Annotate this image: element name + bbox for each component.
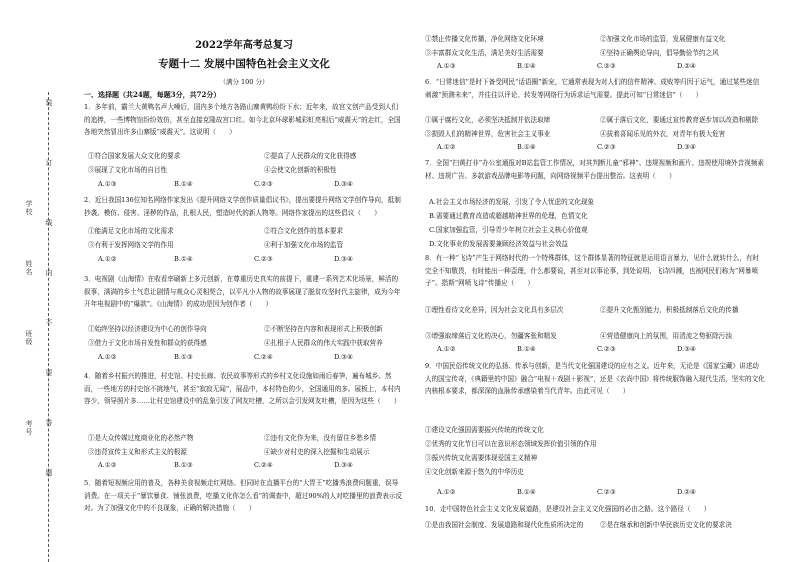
question-option[interactable]: ③损毁人们的精神世界，危害社会主义事业 xyxy=(425,130,551,138)
answer-choice[interactable]: A.①② xyxy=(437,345,456,353)
question-stem: 4．随着乡村振兴的推进，村史馆、村史长廊、农民故事等形式的乡村文化设施如雨后春笋，遍布城乡。然而，一些地方的村史馆不挑地气，甚至“寂寂无闻”，展品中，本村特色的少，全国通用的多。展板上，本村内容少，领导照片多……让村史馆建设中的乱象引发了网友吐槽，之所以会引发网友吐槽，是因为这些（ ） xyxy=(84,372,401,405)
question-option[interactable]: ②优秀的文化节目可以在意识形态领域发挥价值引领的作用 xyxy=(425,440,597,448)
answer-choice[interactable]: A.①② xyxy=(437,143,456,151)
question-option[interactable]: ①属于腐朽文化，必须坚决抵制并依法取缔 xyxy=(425,116,551,124)
answer-choice[interactable]: B.①④ xyxy=(517,143,536,151)
margin-char: 题 xyxy=(45,469,53,477)
question-option[interactable]: A.社会主义市场经济的发展，引发了令人忧虑的文化现象 xyxy=(429,198,595,206)
field-school: 学校 xyxy=(25,200,33,216)
answer-choice[interactable]: D.③④ xyxy=(677,143,696,151)
answer-choice[interactable]: A.①② xyxy=(98,353,117,361)
margin-char: 要 xyxy=(45,369,53,377)
question-option[interactable]: ③违背宣传主义和形式主义的根源 xyxy=(88,448,187,456)
answer-choice[interactable]: B.①④ xyxy=(517,62,536,70)
answer-choice[interactable]: C.②③ xyxy=(597,488,616,496)
margin-char: 答 xyxy=(45,419,53,427)
question-option[interactable]: ②不断坚持在内容和表现形式上积极创新 xyxy=(264,325,383,333)
margin-char: 装 xyxy=(45,99,53,107)
question-option[interactable]: ④坚持正确舆论导向，倡导勤俭节约之风 xyxy=(600,49,719,57)
question-option[interactable]: ①是大众传媒过度商业化的必然产物 xyxy=(88,434,194,442)
question-option[interactable]: ④营造健康向上的氛围，用清流之势驱除污浊 xyxy=(600,332,732,340)
question-option[interactable]: ①符合国家发展大众文化的要求 xyxy=(88,152,181,160)
answer-choice[interactable]: C.②③ xyxy=(597,143,616,151)
question-option[interactable]: ④扎根于人民群众的伟大实践中获取营养 xyxy=(264,339,383,347)
exam-title: 2022学年高考总复习 xyxy=(195,40,293,51)
question-option[interactable]: ②违有文化作为来，没有留住乡愁乡情 xyxy=(264,434,377,442)
answer-choice[interactable]: A.①③ xyxy=(98,180,117,188)
question-option[interactable]: ①禁止传播文化传播，净化网络文化环境 xyxy=(425,35,544,43)
margin-char: 线 xyxy=(45,219,53,227)
question-option[interactable]: C.国家加强监管，引导青少年树立社会主义核心价值观 xyxy=(429,226,588,234)
answer-choice[interactable]: C.②④ xyxy=(254,461,273,469)
question-option[interactable]: ④缺少对村史的深入挖掘和生动展示 xyxy=(264,448,370,456)
question-option[interactable]: ②提高了人民群众的文化获得感 xyxy=(264,152,357,160)
question-option[interactable]: ④拔着喜闻乐见的外衣，对青年有极大危害 xyxy=(600,130,726,138)
field-exam-number: 考号 xyxy=(25,420,33,436)
question-stem: 1．多年前，霸兰大黄鸭名声大噪后，国内多个地方各路山寨黄鸭纷纷下水；近年来，故宫文创产品受到人们的追捧，一些博物馆纷纷效仿，甚至直接克隆故宫口红。如今北京环球影城彩虹亮相后“威震天”的走红，全国各地突然冒出许多山寨版“威震天”。这说明（ ） xyxy=(84,103,401,136)
question-stem: 8．有一种“飞诗”产生于网络时代的一个特殊群体，这个群体显著的特征就是运用语言暴力，见什么就转什么，有时完全不知敬畏，有时能出一种歪理，什么都要说，甚至对以事论事，到处说明、飞诗四溅，也被网民们称为“网暴喷子”。指斯“网喷飞诗”传播应（ ） xyxy=(425,254,760,287)
answer-choice[interactable]: D.③④ xyxy=(334,461,353,469)
answer-choice[interactable]: B.①④ xyxy=(174,180,193,188)
question-option[interactable]: ①建设文化强国需要振兴传统的传统文化 xyxy=(425,426,544,434)
answer-choice[interactable]: A.①② xyxy=(98,255,117,263)
question-option[interactable]: ②加强文化市场的监管，发展健康有益文化 xyxy=(600,35,726,43)
answer-choice[interactable]: B.①④ xyxy=(517,488,536,496)
answer-choice[interactable]: D.③④ xyxy=(334,180,353,188)
question-option[interactable]: B.需要通过教育改造或超越精神世界的伦理，色情文化 xyxy=(429,212,588,220)
question-option[interactable]: ③借力于文化市场自发性和群众的获得感 xyxy=(88,339,207,347)
question-option[interactable]: ③有利于发挥网络文学的作用 xyxy=(88,241,174,249)
answer-choice[interactable]: B.①③ xyxy=(174,353,193,361)
answer-choice[interactable]: D.③④ xyxy=(334,255,353,263)
question-option[interactable]: ③展现了文化市场的自目性 xyxy=(88,166,168,174)
answer-choice[interactable]: D.②④ xyxy=(677,62,696,70)
question-stem: 5．随着短视频应用的普及，各种美食视频走红网络。但同时在直播平台的“大胃王”吃播秀浪费问题重，误导消费。在一项关于“暴饮暴食、铺张浪费，吃播文化你怎么看”的调查中，超过90%的人对吃播里的浪费表示反对。为了加强文化中的不良现象，正确的解决措施（ ） xyxy=(84,479,403,512)
question-option[interactable]: ③丰富群众文化生活，满足美好生活需要 xyxy=(425,49,544,57)
question-option[interactable]: ③振兴传统文化需要体现爱国主义精神 xyxy=(425,454,538,462)
question-stem: 6．“日常迷信”是时下备受网民“话语圈”新宠，它通常表现为对人们的信件精神、成败等归因于运气，通过某些迷信刺激“预测未来”，并往往以评论、转发等网络行为诉求运气需要。提此可知“日常迷信”（ ） xyxy=(425,78,760,99)
question-option[interactable]: ①理性看待文化差异，因为社会文化具有多层次 xyxy=(425,306,564,314)
score-note: （满分 100 分） xyxy=(219,78,269,86)
question-stem: 9．中国民俗传统文化的弘扬、传承与创新，是当代文化强国建设的应有之义。近年来，无论是《国家宝藏》讲述动人的国宝传奇，《典籍里的中国》融合“电视＋戏剧＋影视”，还是《衣尚中国》将传统服饰融入现代生活，坚实的文化内核根本要求，都深深的血脉传承感染着当代青年。由此可见（ ） xyxy=(425,362,765,395)
topic-title: 专题十二 发展中国特色社会主义文化 xyxy=(158,58,330,70)
answer-choice[interactable]: C.②③ xyxy=(597,62,616,70)
question-stem: 10．走中国特色社会主义文化发展道路，是建设社会主义文化强国的必由之路。这个路径（ ） xyxy=(425,505,711,513)
field-class: 班级 xyxy=(25,330,33,346)
answer-choice[interactable]: A.①② xyxy=(98,461,117,469)
margin-char: 订 xyxy=(45,159,53,167)
question-option[interactable]: ②提升文化甄别能力，积极抵制落后文化的传播 xyxy=(600,306,739,314)
question-option[interactable]: ③增强取缔落后文化的决心，勿疆客张和精发 xyxy=(425,332,557,340)
section-heading: 一、选择题（共24题，每题3分，共72分） xyxy=(84,90,221,99)
question-option[interactable]: ④会使文化创新的积极性 xyxy=(264,166,337,174)
question-option[interactable]: ④利于加强文化市场的监管 xyxy=(264,241,344,249)
question-stem: 7．全国“扫黄打非”办公室通报对B站监管工作情况，对其判断儿童“邪神”、违规视频和画片、违规使用境外音视频素材、违规广告、多款游戏品牌电影等问题，向网络视频平台提出整治。这表明（ ） xyxy=(425,159,765,180)
question-option[interactable]: ①能满足文化市场的文化需求 xyxy=(88,227,174,235)
binding-margin xyxy=(0,0,82,562)
answer-choice[interactable]: D.②④ xyxy=(677,488,696,496)
answer-choice[interactable]: B.①④ xyxy=(174,255,193,263)
answer-choice[interactable]: A.①② xyxy=(437,488,456,496)
answer-choice[interactable]: C.②④ xyxy=(254,353,273,361)
margin-char: 不 xyxy=(45,319,53,327)
answer-choice[interactable]: B.①③ xyxy=(174,461,193,469)
question-option[interactable]: ①始终坚持以经济建设为中心的创作导向 xyxy=(88,325,207,333)
question-option[interactable]: ②属于落后文化，要通过宣传教育逐步加以改造和剔除 xyxy=(600,116,759,124)
field-name: 姓名 xyxy=(25,260,33,276)
answer-choice[interactable]: B.①④ xyxy=(517,345,536,353)
question-option[interactable]: ①是由我国社会制度、发展道路和现代化性质所决定的 xyxy=(425,521,584,529)
answer-choice[interactable]: C.②③ xyxy=(597,345,616,353)
answer-choice[interactable]: C.②③ xyxy=(254,180,273,188)
answer-choice[interactable]: D.③④ xyxy=(334,353,353,361)
margin-char: 内 xyxy=(45,269,53,277)
answer-choice[interactable]: A.①③ xyxy=(437,62,456,70)
question-option[interactable]: ②符合文化创作的基本要求 xyxy=(264,227,344,235)
answer-choice[interactable]: D.③④ xyxy=(677,345,696,353)
question-stem: 2．近日我国136位知名网络作家发出《提升网络文学创作质量倡议书》，提出要提升网络文学创作导向，抵制抄袭、模仿、侵害、淫秽的作品，扎根人民，塑造时代的新人物等。网络作家提出的这些倡议（ ） xyxy=(84,196,401,217)
question-option[interactable]: ②是在继承和创新中华民族历史文化的要求决 xyxy=(600,521,732,529)
question-option[interactable]: ④文化创新来源于悠久的中华历史 xyxy=(425,468,524,476)
question-option[interactable]: D.文化事业的发展需要兼顾经济效益与社会效益 xyxy=(429,240,569,248)
answer-choice[interactable]: C.②③ xyxy=(254,255,273,263)
question-stem: 3．电视剧《山海情》在收看率刷新上多元创新，在尊重历史真实的前提下，重建一系列艺术化场景，鲜活的叙事，满满的乡土气息让剧情与观众心灵相契合，以平凡小人物的故事展现了脱贫攻坚时代主旋律，成为今年开年电视剧中的“爆款”。《山海情》的成功是因为创作者（ ） xyxy=(84,275,401,308)
